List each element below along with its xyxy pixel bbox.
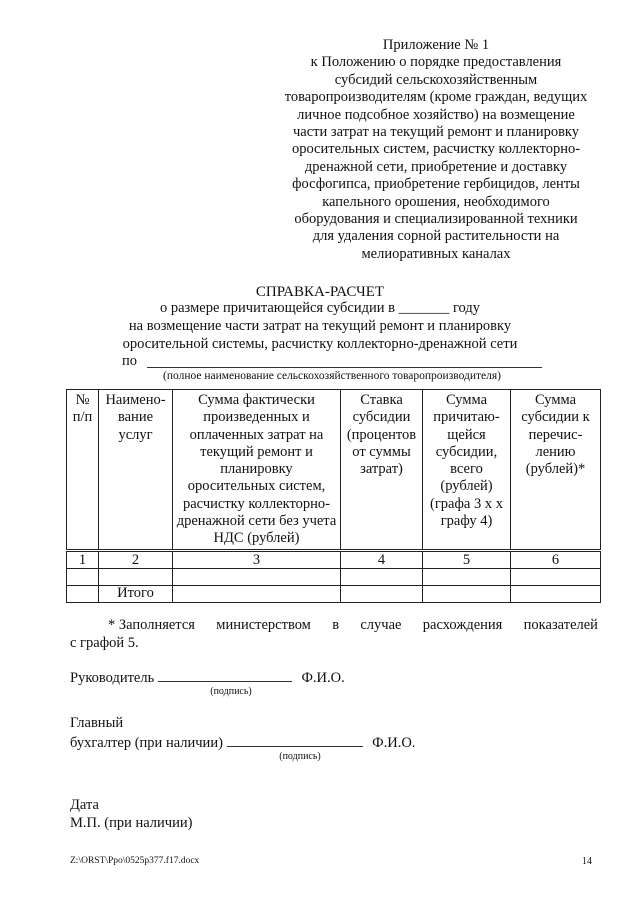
header-cell-service: Наимено-вание услуг [99,390,173,551]
file-path: Z:\ORST\Ppo\0525p377.f17.docx [70,856,200,866]
table-cell[interactable] [341,569,423,586]
column-number: 6 [511,551,601,569]
head-label: Руководитель [70,670,155,686]
annex-line: Приложение № 1 [382,37,490,53]
annex-line: оборудования и специализированной техники [294,211,578,228]
header-cell-subsidy-total: Сумма причитаю-щейся субсидии, всего (рублей) (графа 3 х х графу 4) [423,390,511,551]
date-label: Дата [70,797,99,813]
annex-line: для удаления сорной растительности на [312,228,560,245]
head-signature-caption: (подпись) [210,686,252,697]
annex-line: дренажной сети, приобретение и доставку [304,158,568,175]
producer-line [122,352,542,370]
column-number: 3 [173,551,341,569]
total-label: Итого [99,586,173,603]
table-cell[interactable] [423,586,511,603]
annex-line: субсидий сельскохозяйственным [334,71,538,88]
annex-header [272,37,600,263]
annex-line: личное подсобное хозяйство) на возмещение [297,106,575,123]
annex-line: капельного орошения, необходимого [322,193,550,210]
column-number: 4 [341,551,423,569]
head-fio: Ф.И.О. [301,670,345,686]
column-number: 1 [67,551,99,569]
table-cell[interactable] [511,569,601,586]
producer-caption: (полное наименование сельскохозяйственного товаропроизводителя) [163,370,501,382]
footnote-word: в [332,617,340,633]
table-cell[interactable] [67,569,99,586]
producer-name-blank[interactable] [147,367,542,368]
footnote-line-1 [70,616,598,634]
table-cell[interactable] [173,586,341,603]
chief-signature-line [70,733,415,752]
table-header-row [67,390,601,551]
table-number-row [67,551,601,569]
chief-label-line-1: Главный [70,715,124,731]
chief-signature-caption: (подпись) [279,751,321,762]
annex-line: товаропроизводителям (кроме граждан, ведущих [284,89,588,106]
table-cell[interactable] [341,586,423,603]
header-cell-number: № п/п [67,390,99,551]
table-row [67,569,601,586]
column-number: 5 [423,551,511,569]
table-total-row [67,586,601,603]
annex-line: фосфогипса, приобретение гербицидов, ленты [292,176,580,193]
footnote [70,616,598,652]
footnote-word: * Заполняется [108,617,195,633]
head-signature-blank[interactable] [158,668,292,682]
annex-line: части затрат на текущий ремонт и планировку [292,124,580,141]
annex-line: мелиоративных каналах [361,245,511,262]
chief-signature-blank[interactable] [227,733,363,747]
chief-label: бухгалтер (при наличии) [70,735,223,751]
calculation-table [66,389,601,603]
stamp-label: М.П. (при наличии) [70,815,193,831]
head-signature-line [70,668,345,687]
header-cell-costs: Сумма фактически произведенных и оплаченных затрат на текущий ремонт и планировку оросительных систем, расчистку коллекторно-дренажной сети без учета НДС (рублей) [173,390,341,551]
footnote-line-2: с графой 5. [70,635,139,651]
table-cell[interactable] [173,569,341,586]
annex-line: оросительных систем, расчистку коллекторно- [291,141,581,158]
table-cell[interactable] [67,586,99,603]
header-cell-rate: Ставка субсидии (процентов от суммы затрат) [341,390,423,551]
annex-line: к Положению о порядке предоставления [310,54,562,71]
footnote-word: министерством [216,617,311,633]
document-title: СПРАВКА-РАСЧЕТ [255,284,385,300]
table-cell[interactable] [423,569,511,586]
page-number: 14 [582,856,592,867]
chief-fio: Ф.И.О. [372,735,416,751]
table-cell[interactable] [99,569,173,586]
footnote-word: показателей [523,617,598,633]
subtitle-line-1: о размере причитающейся субсидии в _______ году [160,300,480,316]
header-cell-subsidy-transfer: Сумма субсидии к перечис-лению (рублей)* [511,390,601,551]
subtitle-line-3: оросительной системы, расчистку коллекторно-дренажной сети [122,336,518,352]
footnote-word: случае [360,617,402,633]
column-number: 2 [99,551,173,569]
po-label: по [122,353,138,369]
subtitle-line-2: на возмещение части затрат на текущий ремонт и планировку [128,318,512,334]
footnote-word: расхождения [422,617,503,633]
table-cell[interactable] [511,586,601,603]
